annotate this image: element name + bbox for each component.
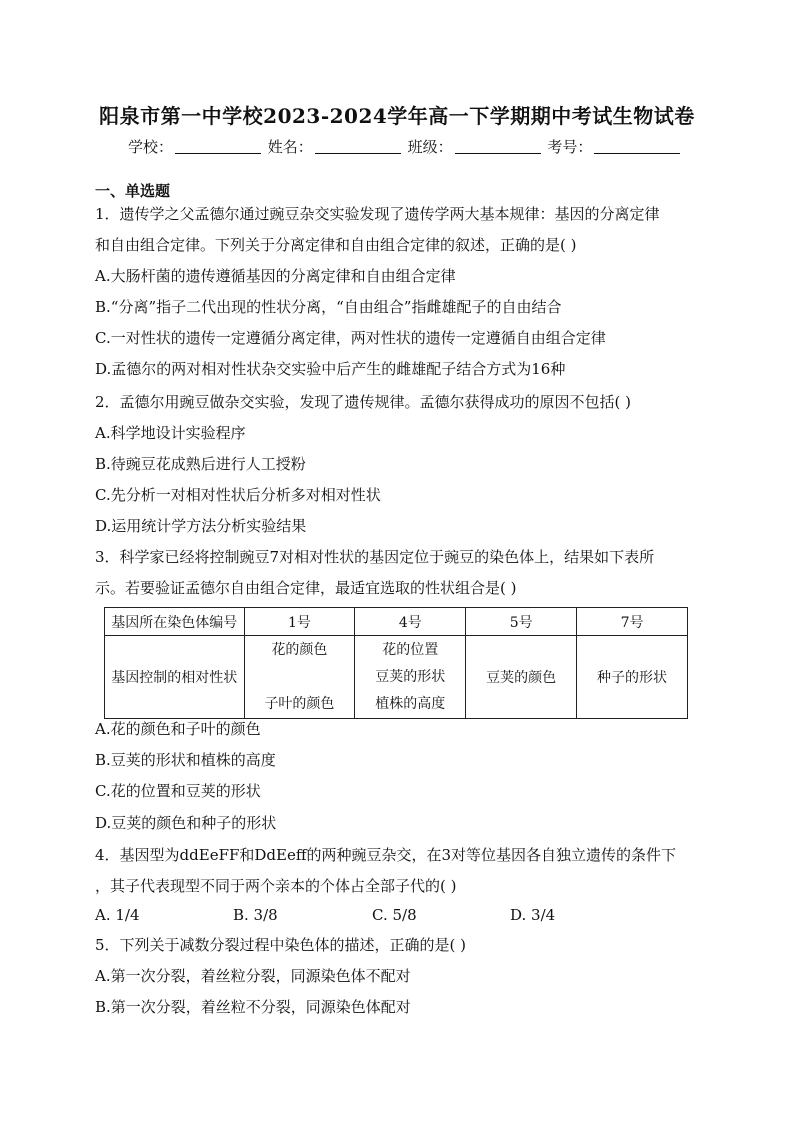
q3-option-b: B.豆荚的形状和植株的高度 xyxy=(95,751,276,769)
q2-option-c: C.先分析一对相对性状后分析多对相对性状 xyxy=(95,486,381,504)
school-label: 学校： xyxy=(128,138,174,156)
q5-option-b: B.第一次分裂，着丝粒不分裂，同源染色体配对 xyxy=(95,998,411,1016)
table-cell: 4号 xyxy=(355,608,466,636)
q1-option-d: D.孟德尔的两对相对性状杂交实验中后产生的雌雄配子结合方式为16种 xyxy=(95,360,566,378)
q3-stem-line2: 示。若要验证孟德尔自由组合定律，最适宜选取的性状组合是( ) xyxy=(95,579,517,597)
q3-option-a: A.花的颜色和子叶的颜色 xyxy=(95,720,261,738)
table-cell: 基因所在染色体编号 xyxy=(105,608,245,636)
cell-line: 子叶的颜色 xyxy=(264,695,335,712)
q5-option-a: A.第一次分裂，着丝粒分裂，同源染色体不配对 xyxy=(95,967,411,985)
table-cell: 1号 xyxy=(244,608,355,636)
table-row xyxy=(105,608,688,636)
q2-stem: 2．孟德尔用豌豆做杂交实验，发现了遗传规律。孟德尔获得成功的原因不包括( ) xyxy=(95,393,632,411)
name-blank xyxy=(315,139,401,154)
q4-option-d: D. 3/4 xyxy=(510,906,556,924)
q2-option-a: A.科学地设计实验程序 xyxy=(95,424,246,442)
q4-option-b: B. 3/8 xyxy=(233,906,278,924)
cell-line: 植株的高度 xyxy=(375,695,446,712)
cell-line xyxy=(245,664,355,691)
cell-line: 花的颜色 xyxy=(271,641,328,658)
class-label: 班级： xyxy=(407,138,453,156)
q3-option-d: D.豆荚的颜色和种子的形状 xyxy=(95,814,277,832)
q4-stem-line2: ，其子代表现型不同于两个亲本的个体占全部子代的( ) xyxy=(95,877,457,895)
gene-table xyxy=(104,607,688,719)
cell-line: 花的位置 xyxy=(382,641,439,658)
q4-stem-line1: 4．基因型为ddEeFF和DdEeff的两种豌豆杂交，在3对等位基因各自独立遗传的条件下 xyxy=(95,846,677,864)
cell-line: 豆荚的形状 xyxy=(375,668,446,685)
class-blank xyxy=(455,139,541,154)
table-cell: 7号 xyxy=(577,608,688,636)
table-cell xyxy=(355,636,466,719)
q4-option-a: A. 1/4 xyxy=(95,906,140,924)
q3-option-c: C.花的位置和豆荚的形状 xyxy=(95,782,261,800)
table-cell: 种子的形状 xyxy=(577,636,688,719)
table-row xyxy=(105,636,688,719)
table-cell xyxy=(244,636,355,719)
exam-title: 阳泉市第一中学校2023-2024学年高一下学期期中考试生物试卷 xyxy=(99,104,695,128)
q1-stem-line2: 和自由组合定律。下列关于分离定律和自由组合定律的叙述，正确的是( ) xyxy=(95,236,577,254)
q2-option-d: D.运用统计学方法分析实验结果 xyxy=(95,517,307,535)
student-info-row xyxy=(128,136,682,157)
q5-stem: 5．下列关于减数分裂过程中染色体的描述，正确的是( ) xyxy=(95,936,467,954)
q1-option-a: A.大肠杆菌的遗传遵循基因的分离定律和自由组合定律 xyxy=(95,267,456,285)
section-title: 一、单选题 xyxy=(95,182,171,200)
q1-option-c: C.一对性状的遗传一定遵循分离定律，两对性状的遗传一定遵循自由组合定律 xyxy=(95,329,606,347)
name-label: 姓名： xyxy=(267,138,313,156)
number-label: 考号： xyxy=(547,138,593,156)
q4-option-c: C. 5/8 xyxy=(372,906,417,924)
table-cell: 5号 xyxy=(466,608,577,636)
table-cell: 豆荚的颜色 xyxy=(466,636,577,719)
q1-option-b: B.“分离”指子二代出现的性状分离，“自由组合”指雌雄配子的自由结合 xyxy=(95,298,562,316)
table-cell: 基因控制的相对性状 xyxy=(105,636,245,719)
q1-stem-line1: 1．遗传学之父孟德尔通过豌豆杂交实验发现了遗传学两大基本规律：基因的分离定律 xyxy=(95,205,660,223)
q3-stem-line1: 3．科学家已经将控制豌豆7对相对性状的基因定位于豌豆的染色体上，结果如下表所 xyxy=(95,548,655,566)
school-blank xyxy=(175,139,261,154)
number-blank xyxy=(594,139,680,154)
q2-option-b: B.待豌豆花成熟后进行人工授粉 xyxy=(95,455,306,473)
